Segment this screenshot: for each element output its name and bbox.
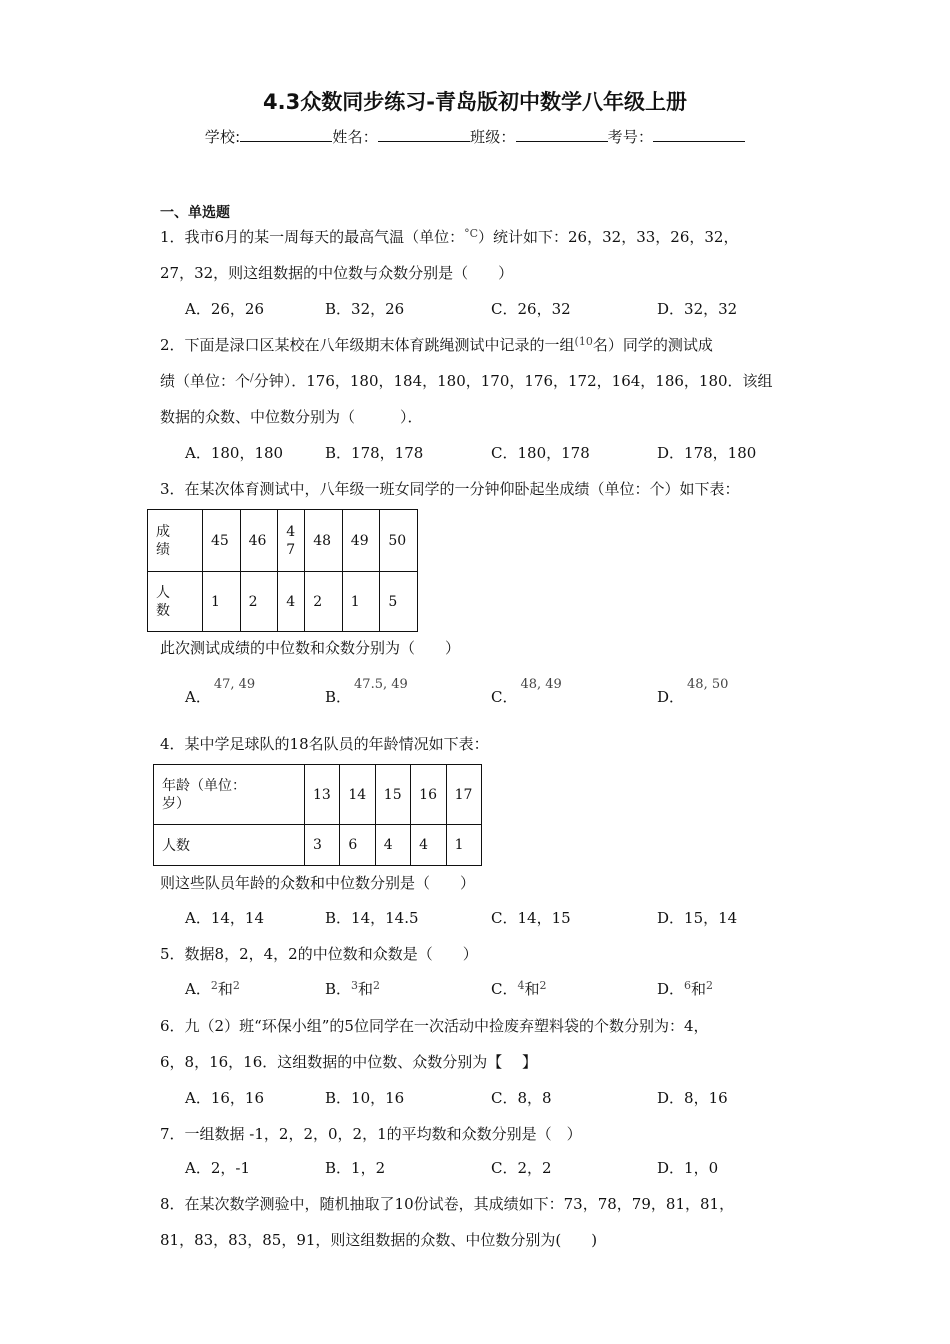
q3-score-cell: 4 7 [278,510,305,572]
q4-age-cell: 15 [375,765,410,825]
class-blank[interactable] [516,127,608,142]
number-label: 考号： [607,128,654,146]
q7-option-d[interactable]: D．1，0 [657,1159,719,1177]
q3-option-a[interactable]: A．47, 49 [185,677,256,706]
q8-line2: 81，83，83，85，91，则这组数据的众数、中位数分别为( ) [160,1231,598,1249]
q1-option-b[interactable]: B．32，26 [325,300,405,318]
q3-score-cell: 49 [342,510,380,572]
q3-score-cell: 46 [240,510,278,572]
q7-option-a[interactable]: A．2，-1 [185,1159,250,1177]
q6-option-d[interactable]: D．8，16 [657,1089,728,1107]
q3-score-cell: 45 [203,510,241,572]
q6-option-b[interactable]: B．10，16 [325,1089,405,1107]
q7-option-b[interactable]: B．1，2 [325,1159,386,1177]
name-label: 姓名： [332,128,379,146]
q3-table-head-count: 人 数 [148,572,203,632]
q1-option-a[interactable]: A．26，26 [185,300,265,318]
q3-count-cell: 2 [305,572,343,632]
q4-line1: 4．某中学足球队的18名队员的年龄情况如下表： [160,735,489,753]
q3-count-cell: 5 [380,572,418,632]
school-blank[interactable] [240,127,332,142]
q4-age-cell: 13 [305,765,340,825]
q3-count-cell: 1 [342,572,380,632]
q6-option-c[interactable]: C．8，8 [491,1089,552,1107]
q4-age-cell: 17 [446,765,481,825]
q2-option-a[interactable]: A．180，180 [185,444,284,462]
q3-question: 此次测试成绩的中位数和众数分别为（ ） [160,639,461,657]
q3-count-cell: 2 [240,572,278,632]
q5-line1: 5．数据8，2，4，2的中位数和众数是（ ） [160,945,478,963]
q3-line1: 3．在某次体育测试中，八年级一班女同学的一分钟仰卧起坐成绩（单位：个）如下表： [160,480,740,498]
q8-line1: 8．在某次数学测验中，随机抽取了10份试卷，其成绩如下：73，78，79，81，81， [160,1195,735,1213]
class-label: 班级： [470,128,516,146]
q4-option-b[interactable]: B．14，14.5 [325,909,419,927]
q4-option-d[interactable]: D．15，14 [657,909,738,927]
q3-score-cell: 48 [305,510,343,572]
q4-age-cell: 16 [411,765,446,825]
q3-option-c[interactable]: C．48, 49 [491,677,562,706]
page-title: 4.3众数同步练习-青岛版初中数学八年级上册 [263,90,687,114]
q3-count-cell: 1 [203,572,241,632]
q2-option-d[interactable]: D．178，180 [657,444,757,462]
q4-table-head-age: 年龄（单位： 岁） [154,765,305,825]
q4-option-c[interactable]: C．14，15 [491,909,571,927]
q2-line2: 绩（单位：个/分钟）．176，180，184，180，170，176，172，164，186，180．该组 [160,371,773,390]
q6-option-a[interactable]: A．16，16 [185,1089,265,1107]
q4-count-cell: 1 [446,825,481,866]
q2-count: (10 [574,335,593,348]
q4-age-cell: 14 [340,765,375,825]
q3-score-cell: 50 [380,510,418,572]
q6-line1: 6．九（2）班“环保小组”的5位同学在一次活动中捡废弃塑料袋的个数分别为：4， [160,1017,709,1035]
q2-line3: 数据的众数、中位数分别为（ ）． [160,408,423,426]
q4-question: 则这些队员年龄的众数和中位数分别是（ ） [160,874,476,892]
q4-option-a[interactable]: A．14，14 [185,909,265,927]
q3-option-d[interactable]: D．48, 50 [657,677,729,706]
q1-option-c[interactable]: C．26，32 [491,300,571,318]
number-blank[interactable] [653,127,745,142]
q4-count-cell: 4 [411,825,446,866]
q1-line2: 27，32，则这组数据的中位数与众数分别是（ ） [160,264,514,282]
q1-line1: 1．我市6月的某一周每天的最高气温（单位：$^{^\circ C}$）统计如下：26，32，33，26，32， [160,227,739,246]
q2-option-b[interactable]: B．178，178 [325,444,424,462]
section-heading: 一、单选题 [160,205,230,221]
q4-count-cell: 3 [305,825,340,866]
q3-count-cell: 4 [278,572,305,632]
q5-option-b[interactable]: B．$^3$和$^2$ [325,979,381,998]
celsius-unit: °C [464,227,479,240]
q2-option-c[interactable]: C．180，178 [491,444,590,462]
q5-option-a[interactable]: A．$^2$和$^2$ [185,979,240,998]
q4-table-head-count: 人数 [154,825,305,866]
q3-option-b[interactable]: B．47.5, 49 [325,677,408,706]
q5-option-d[interactable]: D．$^6$和$^2$ [657,979,714,998]
q7-line1: 7．一组数据 -1，2，2，0，2，1的平均数和众数分别是（ ） [160,1125,582,1143]
name-blank[interactable] [378,127,470,142]
q2-line1: 2．下面是渌口区某校在八年级期末体育跳绳测试中记录的一组$^{(10}$名）同学的测试成 [160,335,713,354]
q1-option-d[interactable]: D．32，32 [657,300,738,318]
q4-count-cell: 4 [375,825,410,866]
school-label: 学校: [204,128,241,146]
student-info-line [0,126,950,147]
q3-table-head-score: 成 绩 [148,510,203,572]
q4-age-table [153,764,482,866]
q6-line2: 6，8，16，16．这组数据的中位数、众数分别为【 】 [160,1053,538,1071]
q7-option-c[interactable]: C．2，2 [491,1159,552,1177]
q5-option-c[interactable]: C．$^4$和$^2$ [491,979,547,998]
q4-count-cell: 6 [340,825,375,866]
q2-slash: / [250,371,254,384]
q3-score-table [147,509,418,632]
